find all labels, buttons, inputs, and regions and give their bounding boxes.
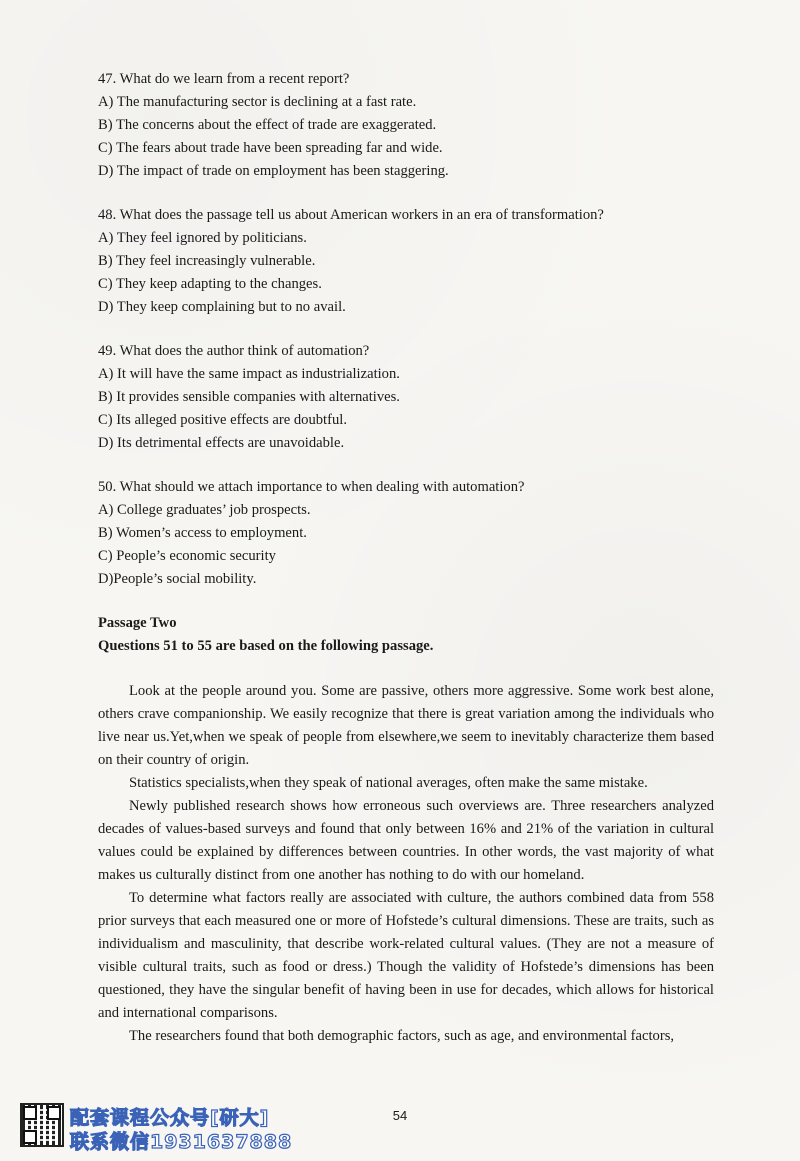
question-48 (98, 204, 714, 319)
passage-instructions: Questions 51 to 55 are based on the following passage. (98, 638, 434, 654)
passage-paragraph: Newly published research shows how erroneous such overviews are. Three researchers analyzed decades of values-based surveys and found that only between 16% and 21% of the variation in cultural values could be explained by differences between countries. In other words, the vast majority of what makes us culturally distinct from one another has nothing to do with our homeland. (98, 798, 714, 883)
passage-body (98, 680, 714, 1048)
answer-option: C) They keep adapting to the changes. (98, 276, 322, 292)
question-47 (98, 68, 714, 183)
document-content (98, 68, 714, 1048)
passage-paragraph: The researchers found that both demographic factors, such as age, and environmental factors, (129, 1028, 675, 1044)
answer-option: A) They feel ignored by politicians. (98, 230, 307, 246)
passage-header (98, 612, 714, 658)
answer-option: C) The fears about trade have been spreading far and wide. (98, 140, 443, 156)
passage-paragraph: To determine what factors really are associated with culture, the authors combined data from 558 prior surveys that each measured one or more of Hofstede’s cultural dimensions. These are traits, such as individualism and masculinity, that describe work-related cultural values. (They are not a measure of visible cultural traits, such as food or dress.) Though the validity of Hofstede’s dimensions has been questioned, they have the singular benefit of having been in use for decades, which allows for historical and international comparisons. (98, 890, 714, 1021)
answer-option: A) College graduates’ job prospects. (98, 502, 311, 518)
question-49 (98, 340, 714, 455)
answer-option: D) Its detrimental effects are unavoidable. (98, 435, 345, 451)
passage-paragraph: Look at the people around you. Some are passive, others more aggressive. Some work best alone, others crave companionship. We easily recognize that there is great variation among the individuals who live near us.Yet,when we speak of people from elsewhere,we seem to inevitably characterize them based on their country of origin. (98, 683, 714, 768)
question-50 (98, 476, 714, 591)
answer-option: A) The manufacturing sector is declining at a fast rate. (98, 94, 417, 110)
answer-option: D) The impact of trade on employment has been staggering. (98, 163, 449, 179)
answer-option: B) They feel increasingly vulnerable. (98, 253, 316, 269)
question-stem: 49. What does the author think of automation? (98, 343, 370, 359)
question-stem: 47. What do we learn from a recent report? (98, 71, 350, 87)
answer-option: C) Its alleged positive effects are doubtful. (98, 412, 347, 428)
footer-promo-line: 配套课程公众号[研大] (70, 1107, 270, 1129)
answer-option: D) They keep complaining but to no avail. (98, 299, 346, 315)
answer-option: D)People’s social mobility. (98, 571, 257, 587)
question-stem: 50. What should we attach importance to when dealing with automation? (98, 479, 525, 495)
answer-option: A) It will have the same impact as industrialization. (98, 366, 400, 382)
qr-code-icon (20, 1103, 64, 1147)
answer-option: B) It provides sensible companies with alternatives. (98, 389, 400, 405)
passage-paragraph: Statistics specialists,when they speak of national averages, often make the same mistake. (129, 775, 648, 791)
page-number: 54 (392, 1108, 408, 1123)
answer-option: C) People’s economic security (98, 548, 276, 564)
question-stem: 48. What does the passage tell us about American workers in an era of transformation? (98, 207, 604, 223)
answer-option: B) Women’s access to employment. (98, 525, 307, 541)
footer-contact-line: 联系微信1931637888 (70, 1131, 293, 1153)
footer-watermark (20, 1103, 320, 1153)
passage-title: Passage Two (98, 615, 177, 631)
answer-option: B) The concerns about the effect of trade are exaggerated. (98, 117, 437, 133)
